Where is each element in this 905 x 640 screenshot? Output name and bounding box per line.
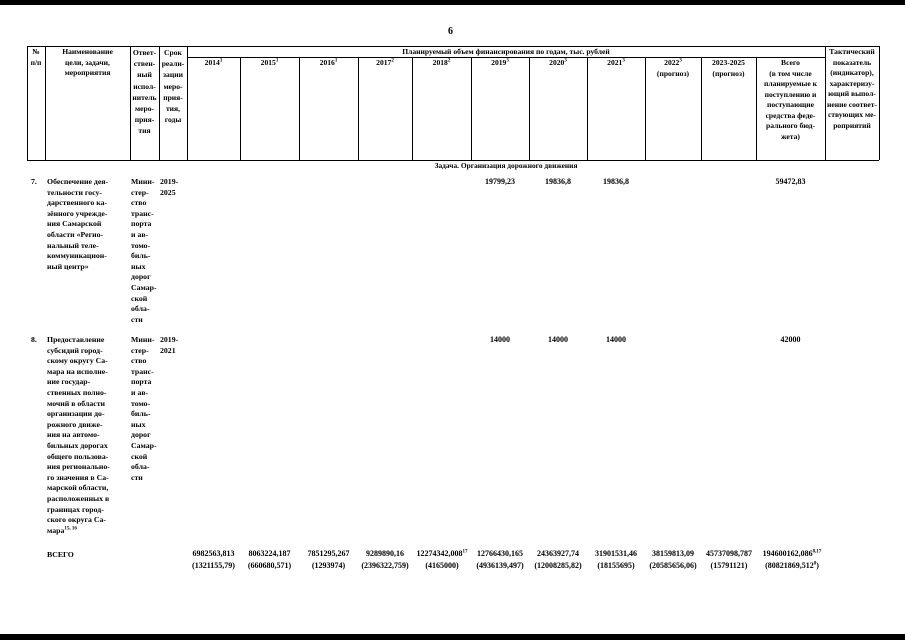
bottom-border [0, 634, 905, 640]
header-term: Срок реали- зации меро- прия- тия, годы [161, 48, 185, 125]
row-8-name: Предоставление субсидий город- скому округу Са- мара на исполне- ние государ- ственных полно- мочий в области организации до- рожного движе- ния на автомо- бильных дорогах общего пользова- ния регионально- го значения в Са- марской области, расположенных в границах город- ского округа Са- мара$^{15, 16}$ [47, 335, 110, 535]
section-title: Задача. Организация дорожного движения [434, 161, 578, 170]
total-2017: 9289890,16 (2396322,759) [361, 549, 409, 570]
row-7-value-2020: 19836,8 [545, 177, 571, 186]
total-2022: 38159813,09 (20585656,06) [649, 549, 697, 570]
total-2019: 12766430,165 (4936139,497) [476, 549, 524, 570]
row-8-value-2021: 14000 [606, 335, 626, 344]
row-7-term: 2019- 2025 [160, 177, 179, 197]
header-year-2018: 2018$^2$ [432, 58, 451, 67]
header-year-2022: 2022$^3$ (прогноз) [656, 58, 690, 78]
total-2018: 12274342,008$^{17}$ (4165000) [416, 549, 468, 570]
header-tactical: Тактический показатель (индикатор), характеризу- ющий выпол- нение соответ- ствующих ме- роприятий [826, 47, 878, 130]
header-executor: Ответ- ствен- ный испол- нитель меро- прия- тия [132, 48, 157, 136]
row-7-value-2019: 19799,23 [485, 177, 515, 186]
row-7-value-2021: 19836,8 [603, 177, 629, 186]
row-8-term: 2019- 2021 [160, 335, 179, 355]
total-2020: 24363927,74 (12008285,82) [534, 549, 582, 570]
row-8-executor: Мини- стер- ство транс- порта и ав- томо- биль- ных дорог Самар- ской обла- сти [131, 335, 157, 482]
total-2014: 6982563,813 (1321155,79) [192, 549, 235, 570]
total-all-years: 194600162,086$^{8,17}$ (80821869,512$^8$) [762, 549, 822, 570]
page-number: 6 [448, 26, 453, 37]
total-2016: 7851295,267 (1293974) [307, 549, 350, 570]
header-year-2017: 2017$^2$ [376, 58, 394, 67]
header-year-2023-2025: 2023-2025 (прогноз) [712, 58, 745, 78]
header-year-2016: 2016$^1$ [319, 58, 338, 67]
row-7-total: 59472,83 [775, 177, 806, 186]
row-7-executor: Мини- стер- ство транс- порта и ав- томо- биль- ных дорог Самар- ской обла- сти [131, 177, 157, 324]
header-name: Наименование цели, задачи, мероприятия [62, 47, 113, 77]
top-border [0, 0, 905, 5]
header-year-2020: 2020$^3$ [549, 58, 567, 67]
header-year-2021: 2021$^3$ [607, 58, 625, 67]
total-label: ВСЕГО [47, 550, 74, 559]
row-7-name: Обеспечение дея- тельности госу- дарственного ка- зённого учрежде- ния Самарской области «Регио- нальный теле- коммуникацион- ный центр» [47, 177, 109, 271]
row-8-total: 42000 [780, 335, 801, 344]
header-year-2014: 2014$^1$ [204, 58, 223, 67]
total-2021: 31901531,46 (18155695) [595, 549, 637, 570]
row-8-value-2019: 14000 [490, 335, 510, 344]
header-number: № п/п [30, 47, 42, 67]
header-year-2015: 2015$^1$ [260, 58, 279, 67]
total-2015: 8063224,187 (660680,571) [247, 549, 292, 570]
header-financing-title: Планируемый объем финансирования по годам, тыс. рублей [402, 47, 610, 56]
total-2023-2025: 45737098,787 (15791121) [706, 549, 752, 570]
row-8-value-2020: 14000 [548, 335, 568, 344]
row-8-number: 8. [31, 335, 37, 344]
row-7-number: 7. [31, 177, 37, 186]
header-total: Всего (в том числе планируемые к поступлению и поступающие средства феде- рального бюд- жета) [764, 58, 817, 141]
header-year-2019: 2019$^3$ [491, 58, 509, 67]
